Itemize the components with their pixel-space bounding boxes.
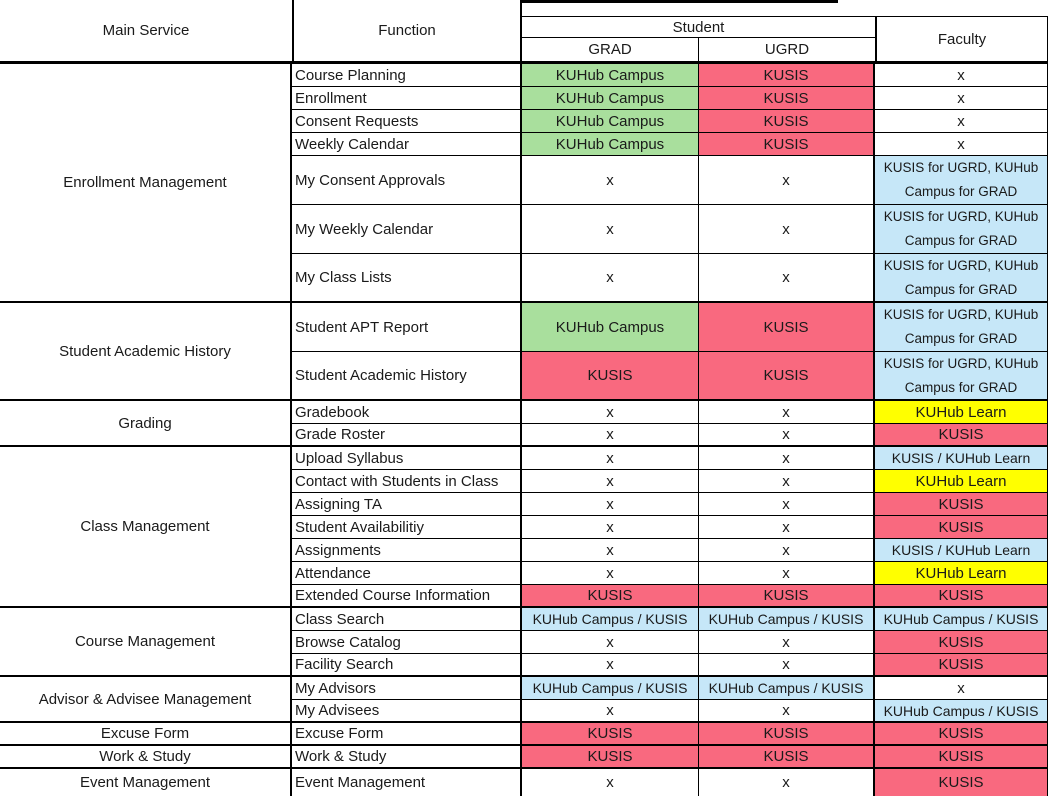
ugrd-cell: KUSIS: [699, 87, 875, 109]
ugrd-cell: KUSIS: [699, 746, 875, 767]
table-row: [292, 585, 1048, 606]
table-row: [292, 205, 1048, 254]
faculty-cell: KUSIS for UGRD, KUHub Campus for GRAD: [875, 156, 1048, 204]
ugrd-cell: x: [699, 700, 875, 721]
faculty-cell: x: [875, 64, 1048, 86]
faculty-cell: KUSIS: [875, 516, 1048, 538]
table-row: [292, 539, 1048, 562]
faculty-cell: KUSIS for UGRD, KUHub Campus for GRAD: [875, 303, 1048, 351]
section: [0, 401, 1048, 447]
function-cell: Gradebook: [292, 401, 522, 423]
function-cell: Assignments: [292, 539, 522, 561]
faculty-cell: KUSIS for UGRD, KUHub Campus for GRAD: [875, 352, 1048, 399]
function-cell: Student Availabilitiy: [292, 516, 522, 538]
table-row: [292, 110, 1048, 133]
grad-cell: x: [522, 493, 699, 515]
function-cell: Attendance: [292, 562, 522, 584]
grad-cell: KUSIS: [522, 585, 699, 606]
main-service-cell: Enrollment Management: [0, 64, 292, 301]
faculty-cell: x: [875, 133, 1048, 155]
function-cell: Assigning TA: [292, 493, 522, 515]
main-service-cell: Event Management: [0, 769, 292, 796]
header-ugrd: UGRD: [764, 41, 810, 58]
ugrd-cell: KUSIS: [699, 352, 875, 399]
grad-cell: x: [522, 205, 699, 253]
section: [0, 447, 1048, 608]
section-rows: [292, 303, 1048, 399]
faculty-cell: KUSIS: [875, 585, 1048, 606]
function-cell: Contact with Students in Class: [292, 470, 522, 492]
ugrd-cell: x: [699, 769, 875, 796]
function-cell: My Class Lists: [292, 254, 522, 301]
function-cell: Class Search: [292, 608, 522, 630]
ugrd-cell: KUHub Campus / KUSIS: [699, 677, 875, 699]
function-cell: My Advisees: [292, 700, 522, 721]
faculty-cell: KUHub Learn: [875, 470, 1048, 492]
table-row: [292, 562, 1048, 585]
function-cell: Student APT Report: [292, 303, 522, 351]
table-row: [292, 769, 1048, 796]
function-cell: Event Management: [292, 769, 522, 796]
grad-cell: x: [522, 700, 699, 721]
header-main-service: Main Service: [102, 22, 190, 39]
grad-cell: KUHub Campus / KUSIS: [522, 608, 699, 630]
table-row: [292, 608, 1048, 631]
faculty-cell: KUSIS / KUHub Learn: [875, 539, 1048, 561]
table-row: [292, 746, 1048, 767]
faculty-cell: KUSIS: [875, 654, 1048, 675]
table-row: [292, 654, 1048, 675]
section-rows: [292, 723, 1048, 744]
header-faculty: Faculty: [875, 16, 1048, 61]
ugrd-cell: x: [699, 424, 875, 445]
section-rows: [292, 64, 1048, 301]
table-row: [292, 470, 1048, 493]
grad-cell: KUHub Campus: [522, 87, 699, 109]
ugrd-cell: x: [699, 539, 875, 561]
ugrd-cell: x: [699, 447, 875, 469]
function-cell: Extended Course Information: [292, 585, 522, 606]
faculty-cell: x: [875, 677, 1048, 699]
grad-cell: x: [522, 254, 699, 301]
table-row: [292, 493, 1048, 516]
grad-cell: KUHub Campus: [522, 303, 699, 351]
main-service-cell: Grading: [0, 401, 292, 445]
function-cell: Student Academic History: [292, 352, 522, 399]
function-cell: Grade Roster: [292, 424, 522, 445]
ugrd-cell: x: [699, 516, 875, 538]
grad-cell: x: [522, 562, 699, 584]
section-rows: [292, 401, 1048, 445]
function-cell: My Advisors: [292, 677, 522, 699]
function-cell: Work & Study: [292, 746, 522, 767]
function-cell: Upload Syllabus: [292, 447, 522, 469]
ugrd-cell: x: [699, 493, 875, 515]
faculty-cell: KUSIS: [875, 631, 1048, 653]
table-row: [292, 677, 1048, 700]
ugrd-cell: x: [699, 205, 875, 253]
function-cell: Facility Search: [292, 654, 522, 675]
grad-cell: x: [522, 156, 699, 204]
ugrd-cell: KUSIS: [699, 64, 875, 86]
table-row: [292, 87, 1048, 110]
ugrd-cell: KUSIS: [699, 133, 875, 155]
main-service-cell: Excuse Form: [0, 723, 292, 744]
faculty-cell: KUSIS: [875, 746, 1048, 767]
function-cell: Enrollment: [292, 87, 522, 109]
section: [0, 746, 1048, 769]
grad-cell: x: [522, 424, 699, 445]
section-rows: [292, 608, 1048, 675]
grad-cell: KUSIS: [522, 352, 699, 399]
ugrd-cell: KUSIS: [699, 110, 875, 132]
ugrd-cell: KUSIS: [699, 723, 875, 744]
table-row: [292, 401, 1048, 424]
table-header: [0, 0, 1048, 64]
header-student-faculty-group: [522, 0, 1048, 61]
section-rows: [292, 746, 1048, 767]
function-cell: My Consent Approvals: [292, 156, 522, 204]
faculty-cell: KUHub Learn: [875, 562, 1048, 584]
faculty-cell: KUSIS: [875, 769, 1048, 796]
main-service-cell: Advisor & Advisee Management: [0, 677, 292, 721]
function-cell: Excuse Form: [292, 723, 522, 744]
grad-cell: x: [522, 769, 699, 796]
ugrd-cell: x: [699, 401, 875, 423]
ugrd-cell: x: [699, 156, 875, 204]
grad-cell: x: [522, 631, 699, 653]
table-row: [292, 133, 1048, 156]
faculty-cell: x: [875, 87, 1048, 109]
function-cell: My Weekly Calendar: [292, 205, 522, 253]
table-row: [292, 352, 1048, 399]
faculty-cell: KUHub Learn: [875, 401, 1048, 423]
ugrd-cell: x: [699, 254, 875, 301]
grad-cell: KUSIS: [522, 746, 699, 767]
grad-cell: KUHub Campus: [522, 110, 699, 132]
section-rows: [292, 677, 1048, 721]
section: [0, 64, 1048, 303]
grad-cell: KUSIS: [522, 723, 699, 744]
table-row: [292, 516, 1048, 539]
faculty-cell: x: [875, 110, 1048, 132]
ugrd-cell: KUHub Campus / KUSIS: [699, 608, 875, 630]
grad-cell: x: [522, 401, 699, 423]
table-row: [292, 631, 1048, 654]
header-student: Student: [522, 16, 875, 38]
grad-cell: x: [522, 539, 699, 561]
main-service-cell: Course Management: [0, 608, 292, 675]
header-grad: GRAD: [522, 38, 699, 61]
ugrd-cell: x: [699, 470, 875, 492]
grad-cell: x: [522, 470, 699, 492]
section: [0, 303, 1048, 401]
table-row: [292, 723, 1048, 744]
function-cell: Browse Catalog: [292, 631, 522, 653]
section: [0, 769, 1048, 796]
faculty-cell: KUSIS: [875, 424, 1048, 445]
table-row: [292, 303, 1048, 352]
section: [0, 723, 1048, 746]
header-top-border: [522, 0, 838, 3]
table-body: [0, 64, 1048, 796]
faculty-cell: KUHub Campus / KUSIS: [875, 700, 1048, 721]
faculty-cell: KUHub Campus / KUSIS: [875, 608, 1048, 630]
main-service-cell: Class Management: [0, 447, 292, 606]
section-rows: [292, 447, 1048, 606]
faculty-cell: KUSIS for UGRD, KUHub Campus for GRAD: [875, 254, 1048, 301]
grad-cell: x: [522, 447, 699, 469]
function-cell: Weekly Calendar: [292, 133, 522, 155]
faculty-cell: KUSIS: [875, 493, 1048, 515]
header-function: Function: [292, 0, 522, 61]
table-row: [292, 424, 1048, 445]
ugrd-cell: KUSIS: [699, 585, 875, 606]
section: [0, 677, 1048, 723]
function-cell: Consent Requests: [292, 110, 522, 132]
faculty-cell: KUSIS / KUHub Learn: [875, 447, 1048, 469]
faculty-cell: KUSIS: [875, 723, 1048, 744]
grad-cell: x: [522, 654, 699, 675]
table-row: [292, 254, 1048, 301]
ugrd-cell: x: [699, 631, 875, 653]
table-row: [292, 447, 1048, 470]
table-row: [292, 64, 1048, 87]
function-cell: Course Planning: [292, 64, 522, 86]
main-service-cell: Student Academic History: [0, 303, 292, 399]
grad-cell: KUHub Campus: [522, 64, 699, 86]
grad-cell: KUHub Campus: [522, 133, 699, 155]
table-row: [292, 700, 1048, 721]
grad-cell: x: [522, 516, 699, 538]
ugrd-cell: x: [699, 654, 875, 675]
faculty-cell: KUSIS for UGRD, KUHub Campus for GRAD: [875, 205, 1048, 253]
ugrd-cell: KUSIS: [699, 303, 875, 351]
grad-cell: KUHub Campus / KUSIS: [522, 677, 699, 699]
ugrd-cell: x: [699, 562, 875, 584]
table-row: [292, 156, 1048, 205]
section-rows: [292, 769, 1048, 796]
section: [0, 608, 1048, 677]
main-service-cell: Work & Study: [0, 746, 292, 767]
